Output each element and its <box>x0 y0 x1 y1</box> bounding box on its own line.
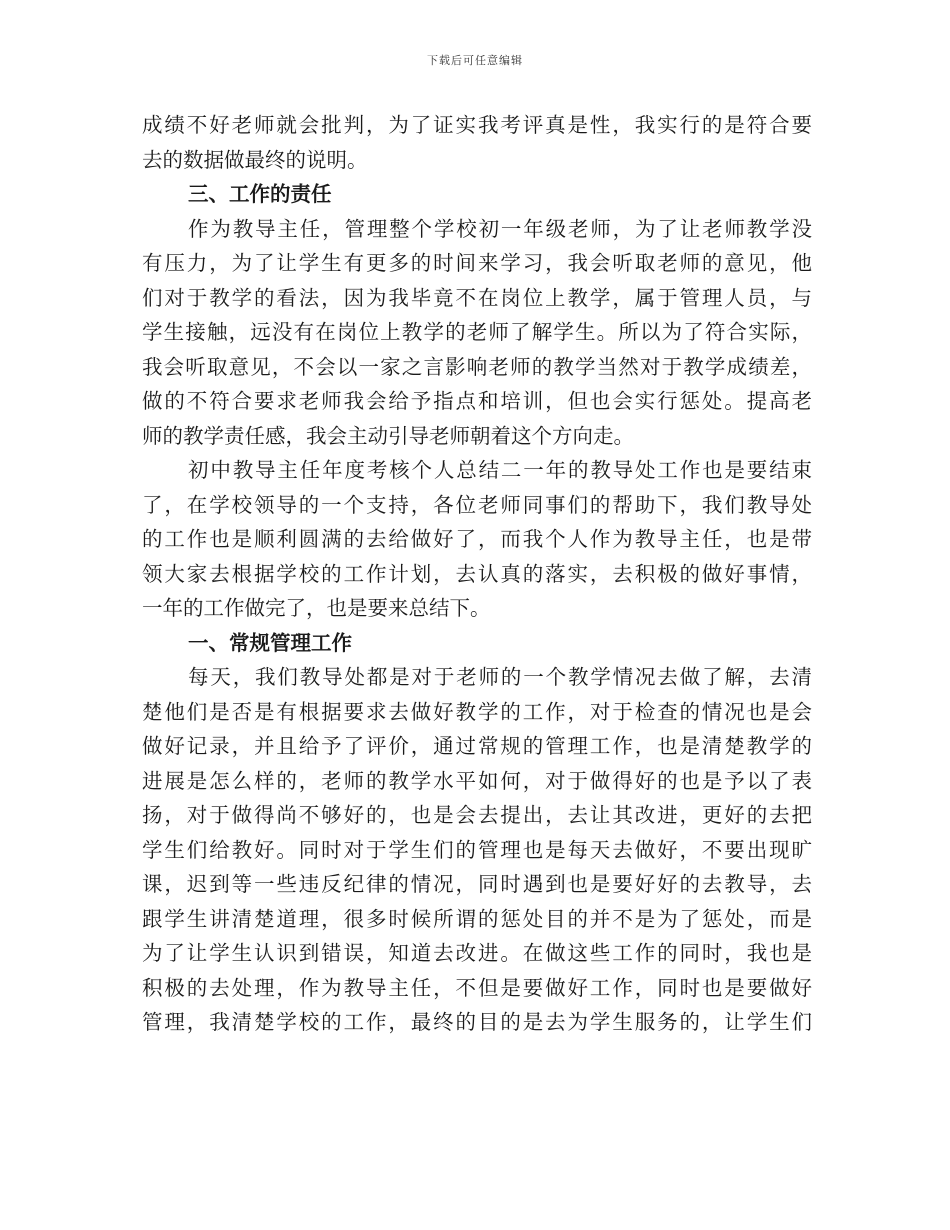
paragraph-line: 成绩不好老师就会批判，为了证实我考评真是性，我实行的是符合要 <box>142 113 812 137</box>
paragraph-line: 师的教学责任感，我会主动引导老师朝着这个方向走。 <box>142 423 634 448</box>
paragraph-line: 做好记录，并且给予了评价，通过常规的管理工作，也是清楚教学的 <box>142 734 812 758</box>
paragraph-line: 积极的去处理，作为教导主任，不但是要做好工作，同时也是要做好 <box>142 975 812 1000</box>
paragraph-line: 初中教导主任年度考核个人总结二一年的教导处工作也是要结束 <box>188 458 812 482</box>
paragraph-line: 跟学生讲清楚道理，很多时候所谓的惩处目的并不是为了惩处，而是 <box>142 906 812 931</box>
paragraph-line: 做的不符合要求老师我会给予指点和培训，但也会实行惩处。提高老 <box>142 389 812 413</box>
paragraph-line: 每天，我们教导处都是对于老师的一个教学情况去做了解，去清 <box>188 665 812 689</box>
paragraph-line: 有压力，为了让学生有更多的时间来学习，我会听取老师的意见，他 <box>142 251 812 275</box>
paragraph-line: 去的数据做最终的说明。 <box>142 147 368 172</box>
paragraph-line: 楚他们是否是有根据要求去做好教学的工作，对于检查的情况也是会 <box>142 699 812 724</box>
paragraph-line: 我会听取意见，不会以一家之言影响老师的教学当然对于教学成绩差， <box>142 354 812 379</box>
paragraph-line: 一年的工作做完了，也是要来总结下。 <box>142 596 491 620</box>
paragraph-line: 的工作也是顺利圆满的去给做好了，而我个人作为教导主任，也是带 <box>142 527 812 551</box>
paragraph-line: 课，迟到等一些违反纪律的情况，同时遇到也是要好好的去教导，去 <box>142 872 812 896</box>
paragraph-line: 们对于教学的看法，因为我毕竟不在岗位上教学，属于管理人员，与 <box>142 285 812 310</box>
section-heading: 一、常规管理工作 <box>188 630 352 655</box>
page-header: 下载后可任意编辑 <box>427 54 523 67</box>
paragraph-line: 作为教导主任，管理整个学校初一年级老师，为了让老师教学没 <box>188 216 812 241</box>
paragraph-line: 了，在学校领导的一个支持，各位老师同事们的帮助下，我们教导处 <box>142 492 812 517</box>
paragraph-line: 进展是怎么样的，老师的教学水平如何，对于做得好的也是予以了表 <box>142 768 812 793</box>
paragraph-line: 学生们给教好。同时对于学生们的管理也是每天去做好，不要出现旷 <box>142 837 812 862</box>
paragraph-line: 为了让学生认识到错误，知道去改进。在做这些工作的同时，我也是 <box>142 941 812 965</box>
paragraph-line: 管理，我清楚学校的工作，最终的目的是去为学生服务的，让学生们 <box>142 1010 812 1034</box>
paragraph-line: 学生接触，远没有在岗位上教学的老师了解学生。所以为了符合实际， <box>142 320 812 344</box>
paragraph-line: 领大家去根据学校的工作计划，去认真的落实，去积极的做好事情， <box>142 561 812 586</box>
section-heading: 三、工作的责任 <box>188 182 332 206</box>
paragraph-line: 扬，对于做得尚不够好的，也是会去提出，去让其改进，更好的去把 <box>142 803 812 827</box>
document-body <box>142 108 812 1040</box>
